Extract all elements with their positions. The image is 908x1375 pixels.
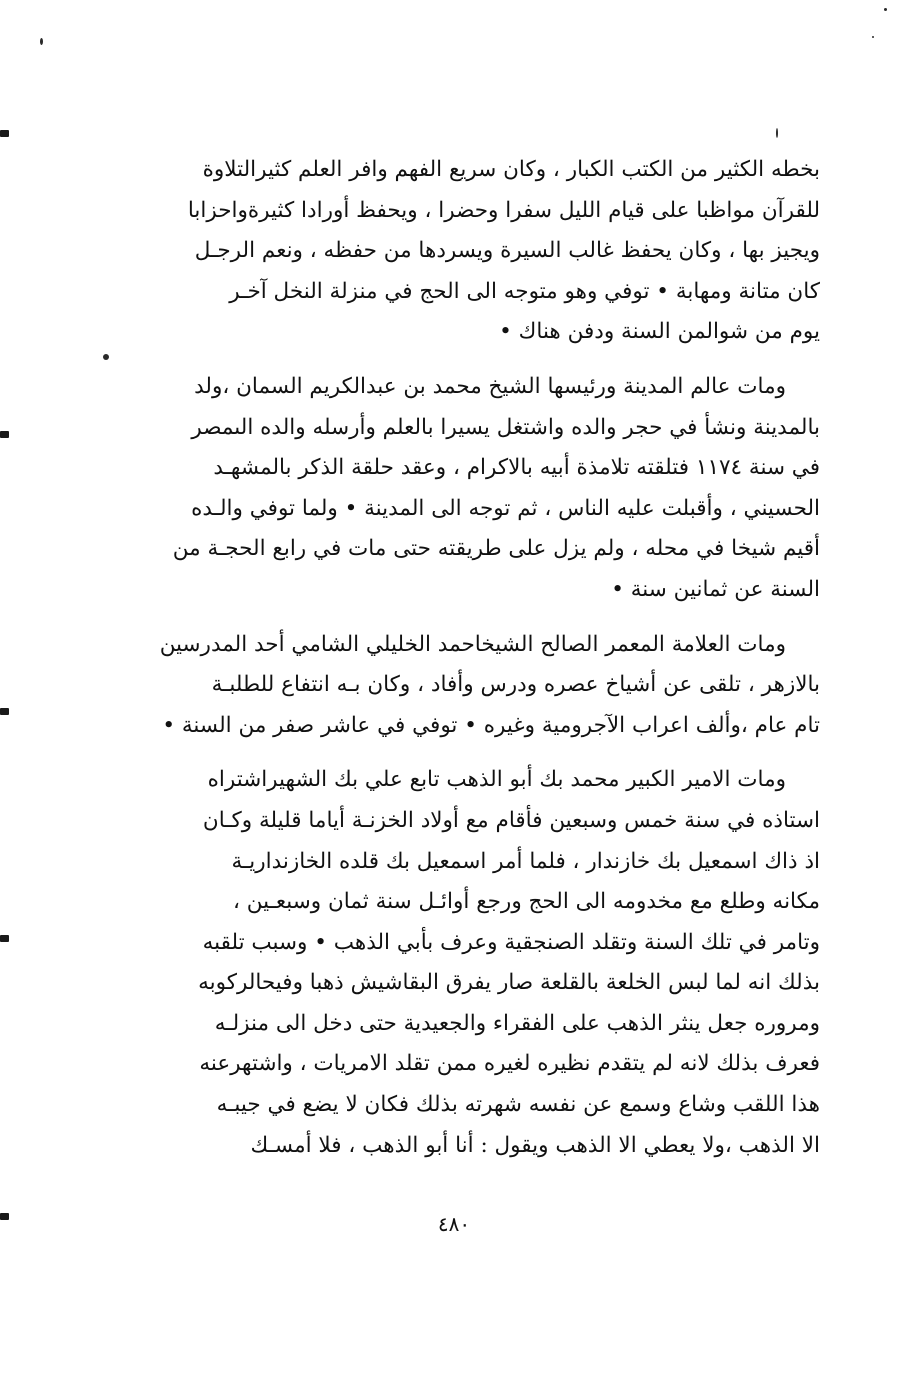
text-line: كان متانة ومهابة • توفي وهو متوجه الى الحج في منزلة النخل آخـر <box>229 278 820 304</box>
text-line: تام عام ،وألف اعراب الآجرومية وغيره • توفي في عاشر صفر من السنة • <box>162 712 820 738</box>
margin-mark <box>0 431 9 438</box>
page-number: ٤٨٠ <box>437 1212 471 1236</box>
text-line: بالازهر ، تلقى عن أشياخ عصره ودرس وأفاد ، وكان بـه انتفاع للطلبـة <box>211 672 820 698</box>
text-line: ومروره جعل ينثر الذهب على الفقراء والجعيدية حتى دخل الى منزلـه <box>214 1010 820 1036</box>
text-line: ومات العلامة المعمر الصالح الشيخاحمد الخليلي الشامي أحد المدرسين <box>159 631 786 657</box>
margin-mark <box>0 708 9 715</box>
text-line: ويجيز بها ، وكان يحفظ غالب السيرة ويسردها من حفظه ، ونعم الرجـل <box>194 238 820 264</box>
text-line: يوم من شوالمن السنة ودفن هناك • <box>499 319 820 345</box>
text-line: السنة عن ثمانين سنة • <box>611 576 820 602</box>
text-line: الا الذهب ،ولا يعطي الا الذهب ويقول : أنا أبو الذهب ، فلا أمسـك <box>250 1132 820 1158</box>
text-line: للقرآن مواظبا على قيام الليل سفرا وحضرا ، ويحفظ أورادا كثيرةواحزابا <box>187 197 820 223</box>
text-line: ومات عالم المدينة ورئيسها الشيخ محمد بن عبدالكريم السمان ،ولد <box>194 373 786 399</box>
paragraph-3 <box>80 625 820 747</box>
ink-speck <box>776 128 778 138</box>
ink-speck <box>884 8 887 11</box>
paragraph-4 <box>80 760 820 1166</box>
text-line: ومات الامير الكبير محمد بك أبو الذهب تابع علي بك الشهيراشتراه <box>207 767 786 793</box>
text-line: بالمدينة ونشأ في حجر والده واشتغل يسيرا بالعلم وأرسله والده الىمصر <box>191 414 820 440</box>
text-line: الحسيني ، وأقبلت عليه الناس ، ثم توجه الى المدينة • ولما توفي والـده <box>191 495 820 521</box>
margin-mark <box>0 935 9 942</box>
text-line: هذا اللقب وشاع وسمع عن نفسه شهرته بذلك فكان لا يضع في جيبـه <box>216 1092 820 1118</box>
text-line: وتامر في تلك السنة وتقلد الصنجقية وعرف بأبي الذهب • وسبب تلقبه <box>202 929 820 955</box>
body-text <box>80 150 820 1166</box>
ink-speck <box>40 38 43 45</box>
text-line: اذ ذاك اسمعيل بك خازندار ، فلما أمر اسمعيل بك قلده الخازنداريـة <box>231 848 820 874</box>
text-line: استاذه في سنة خمس وسبعين فأقام مع أولاد الخزنـة أياما قليلة وكـان <box>202 807 820 833</box>
paragraph-1 <box>80 150 820 353</box>
text-line: فعرف بذلك لانه لم يتقدم نظيره لغيره ممن تقلد الامريات ، واشتهرعنه <box>199 1051 820 1077</box>
text-line: بذلك انه لما لبس الخلعة بالقلعة صار يفرق البقاشيش ذهبا وفيحالركوبه <box>198 970 820 996</box>
text-line: بخطه الكثير من الكتب الكبار ، وكان سريع الفهم وافر العلم كثيرالتلاوة <box>202 157 820 182</box>
text-line: في سنة ١١٧٤ فتلقته تلامذة أبيه بالاكرام ، وعقد حلقة الذكر بالمشهـد <box>213 455 820 481</box>
text-line: أقيم شيخا في محله ، ولم يزل على طريقته حتى مات في رابع الحجـة من <box>172 536 820 562</box>
paragraph-2 <box>80 367 820 611</box>
margin-mark <box>0 130 9 137</box>
text-line: مكانه وطلع مع مخدومه الى الحج ورجع أوائـل سنة ثمان وسبعـين ، <box>233 889 820 915</box>
ink-speck <box>872 36 874 38</box>
